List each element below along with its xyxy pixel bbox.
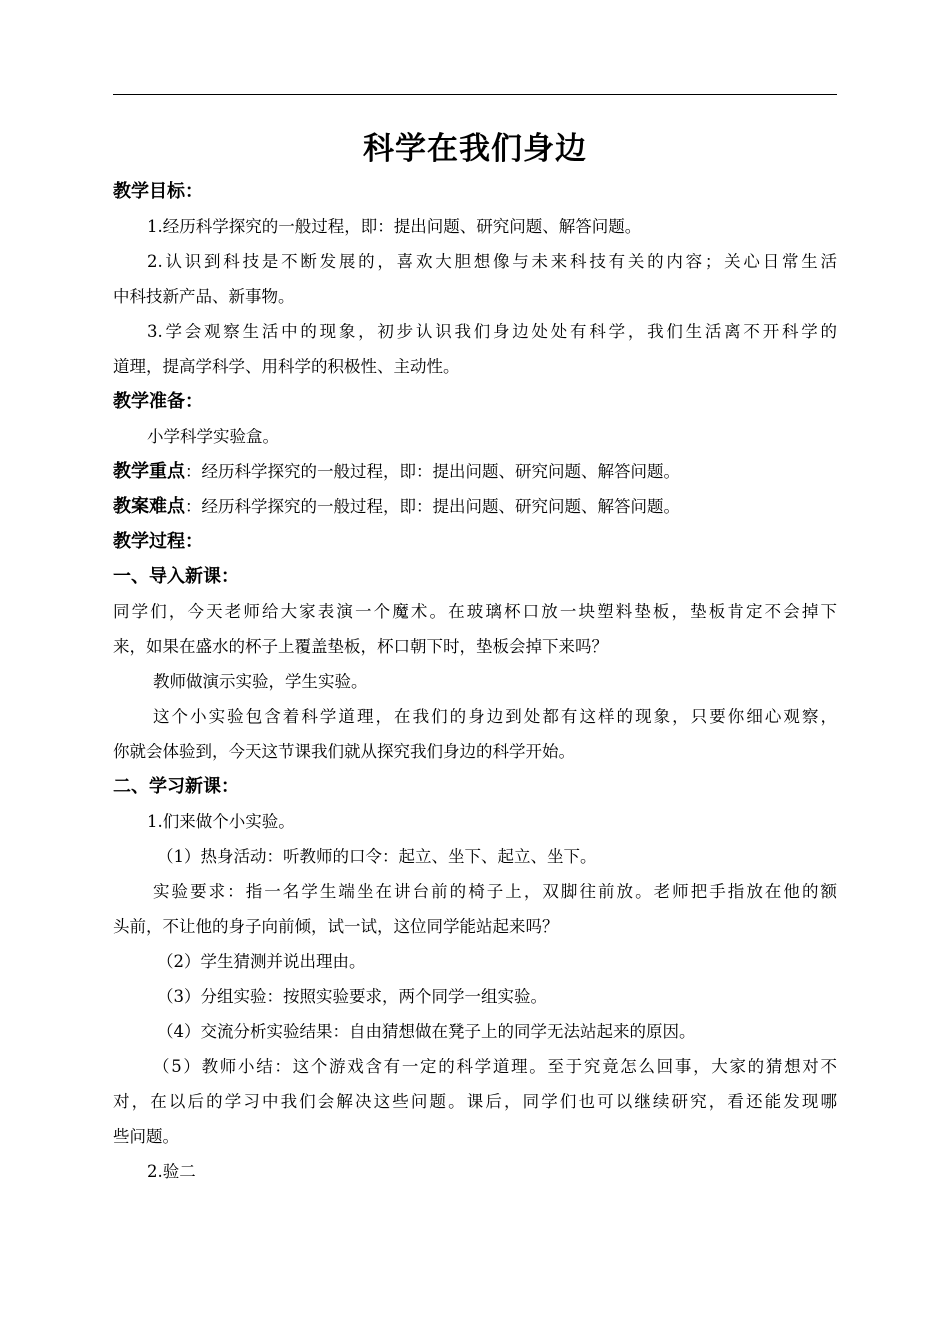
objective-item-2-line-2: 中科技新产品、新事物。 (113, 287, 295, 306)
objective-item-3-line-2: 道理，提高学科学、用科学的积极性、主动性。 (113, 357, 460, 376)
difficult-point-text: 经历科学探究的一般过程，即：提出问题、研究问题、解答问题。 (201, 497, 680, 516)
key-point-row (113, 454, 837, 489)
key-point-text: 经历科学探究的一般过程，即：提出问题、研究问题、解答问题。 (201, 462, 680, 481)
section-2-step-warmup: （1）热身活动：听教师的口令：起立、坐下、起立、坐下。 (157, 847, 597, 866)
section-1-heading: 一、导入新课： (113, 566, 239, 587)
section-1-paragraph-2: 教师做演示实验，学生实验。 (153, 672, 368, 691)
key-point-colon: ： (185, 462, 202, 481)
section-1-paragraph-1-line-2: 来，如果在盛水的杯子上覆盖垫板，杯口朝下时，垫板会掉下来吗？ (113, 637, 608, 656)
section-1-paragraph-1-line-1: 同学们，今天老师给大家表演一个魔术。在玻璃杯口放一块塑料垫板，垫板肯定不会掉下 (113, 602, 837, 621)
section-2-step-guess: （2）学生猜测并说出理由。 (157, 952, 366, 971)
difficult-point-row (113, 489, 837, 524)
section-2-step-2: 2.验二 (147, 1162, 196, 1181)
section-2-summary-line-2: 对，在以后的学习中我们会解决这些问题。课后，同学们也可以继续研究，看还能发现哪 (113, 1092, 837, 1111)
section-2-step-group: （3）分组实验：按照实验要求，两个同学一组实验。 (157, 987, 547, 1006)
section-2-requirement-line-2: 头前，不让他的身子向前倾，试一试，这位同学能站起来吗？ (113, 917, 559, 936)
section-2-requirement-line-1: 实验要求：指一名学生端坐在讲台前的椅子上，双脚往前放。老师把手指放在他的额 (153, 882, 837, 901)
objective-item-3-line-1: 3.学会观察生活中的现象，初步认识我们身边处处有科学，我们生活离不开科学的 (147, 322, 837, 341)
header-rule (113, 94, 837, 95)
difficult-point-label: 教案难点 (113, 496, 185, 517)
objectives-heading: 教学目标： (113, 181, 203, 202)
objective-item-1: 1.经历科学探究的一般过程，即：提出问题、研究问题、解答问题。 (147, 217, 642, 236)
section-2-heading: 二、学习新课： (113, 776, 239, 797)
preparation-heading: 教学准备： (113, 391, 203, 412)
section-2-step-1: 1.们来做个小实验。 (147, 812, 295, 831)
objective-item-2-line-1: 2.认识到科技是不断发展的，喜欢大胆想像与未来科技有关的内容；关心日常生活 (147, 252, 837, 271)
section-1-paragraph-3-line-2: 你就会体验到，今天这节课我们就从探究我们身边的科学开始。 (113, 742, 575, 761)
preparation-text: 小学科学实验盒。 (147, 427, 279, 446)
page-title: 科学在我们身边 (363, 131, 587, 167)
section-2-step-analysis: （4）交流分析实验结果：自由猜想做在凳子上的同学无法站起来的原因。 (157, 1022, 696, 1041)
key-point-label: 教学重点 (113, 461, 185, 482)
document-body (113, 124, 837, 1189)
section-2-summary-line-3: 些问题。 (113, 1127, 179, 1146)
section-1-paragraph-3-line-1: 这个小实验包含着科学道理，在我们的身边到处都有这样的现象，只要你细心观察， (153, 707, 837, 726)
difficult-point-colon: ： (185, 497, 202, 516)
process-heading: 教学过程： (113, 531, 203, 552)
section-2-summary-line-1: （5）教师小结：这个游戏含有一定的科学道理。至于究竟怎么回事，大家的猜想对不 (153, 1057, 837, 1076)
